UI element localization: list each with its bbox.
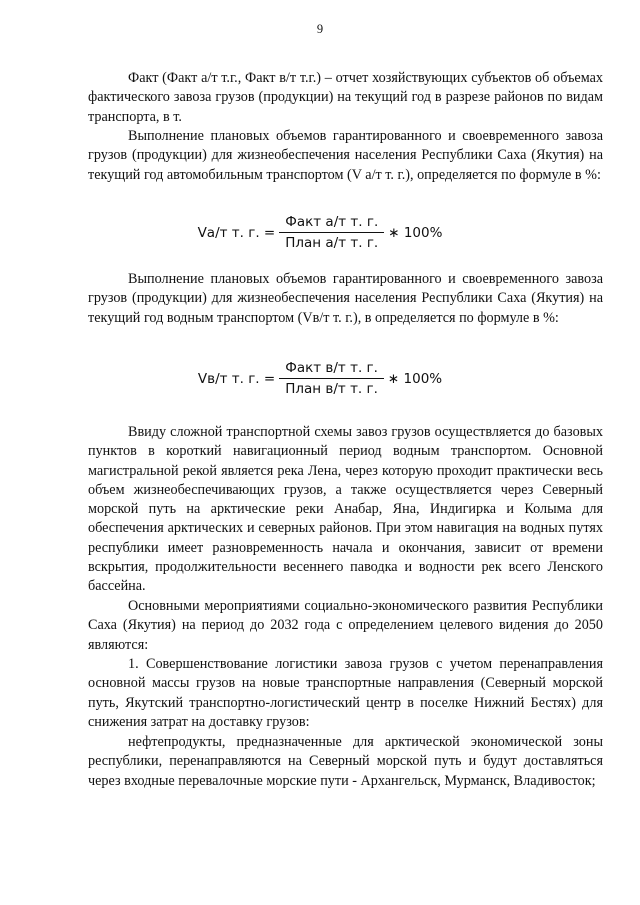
formula-rhs: ∗ 100% [388,224,443,241]
paragraph-auto-transport: Выполнение плановых объемов гарантированного и своевременного завоза грузов (продукции) для жизнеобеспечения населения Республики Саха (Якутия) на текущий год автомобильным транспортом (V а/т т. г.), определяется по формуле в %: [88,128,603,183]
formula-rhs: ∗ 100% [387,370,443,387]
formula-lhs: Vв/т т. г. = [197,370,276,387]
formula-denominator: План а/т т. г. [285,235,379,251]
paragraph-fact-definition: Факт (Факт а/т т.г., Факт в/т т.г.) – отчет хозяйствующих субъектов об объемах фактического завоза грузов (продукции) на текущий год в разрезе районов по видам транспорта, в т. [88,70,603,125]
formula-denominator: План в/т т. г. [285,381,378,397]
formula-numerator: Факт а/т т. г. [279,214,384,233]
formula-water-transport [0,360,640,397]
formula-fraction [279,360,384,397]
paragraph-logistics-improvement: 1. Совершенствование логистики завоза грузов с учетом перенаправления основной массы грузов на новые транспортные направления (Северный морской путь, Якутский транспортно-логистический центр в поселке Нижний Бестях) для снижения затрат на доставку грузов: [88,656,603,730]
paragraph-petroleum-products: нефтепродукты, предназначенные для арктической экономической зоны республики, перенаправляются на Северный морской путь и будут доставляться через входные перевалочные морские пути - Архангельск, Мурманск, Владивосток; [88,734,603,789]
page-number: 9 [316,22,324,36]
formula-auto-transport [0,214,640,251]
paragraph-main-measures: Основными мероприятиями социально-экономического развития Республики Саха (Якутия) на период до 2032 года с определением целевого видения до 2050 являются: [88,598,603,653]
formula-lhs: Vа/т т. г. = [197,224,276,241]
formula-numerator: Факт в/т т. г. [279,360,384,379]
paragraph-water-transport: Выполнение плановых объемов гарантированного и своевременного завоза грузов (продукции) для жизнеобеспечения населения Республики Саха (Якутия) на текущий год водным транспортом (Vв/т т. г.), в определяется по формуле в %: [88,271,603,326]
paragraph-transport-scheme: Ввиду сложной транспортной схемы завоз грузов осуществляется до базовых пунктов в короткий навигационный период водным транспортом. Основной магистральной рекой является река Лена, через которую проходит практически весь объем жизнеобеспечивающих грузов, а также осуществляется через Северный морской путь на арктические реки Анабар, Яна, Индигирка и Колыма для обеспечения арктических и северных районов. При этом навигация на водных путях республики имеет разновременность начала и окончания, зависит от времени вскрытия, продолжительности весеннего паводка и водности рек всего Ленского бассейна. [88,424,603,595]
formula-fraction [279,214,384,251]
